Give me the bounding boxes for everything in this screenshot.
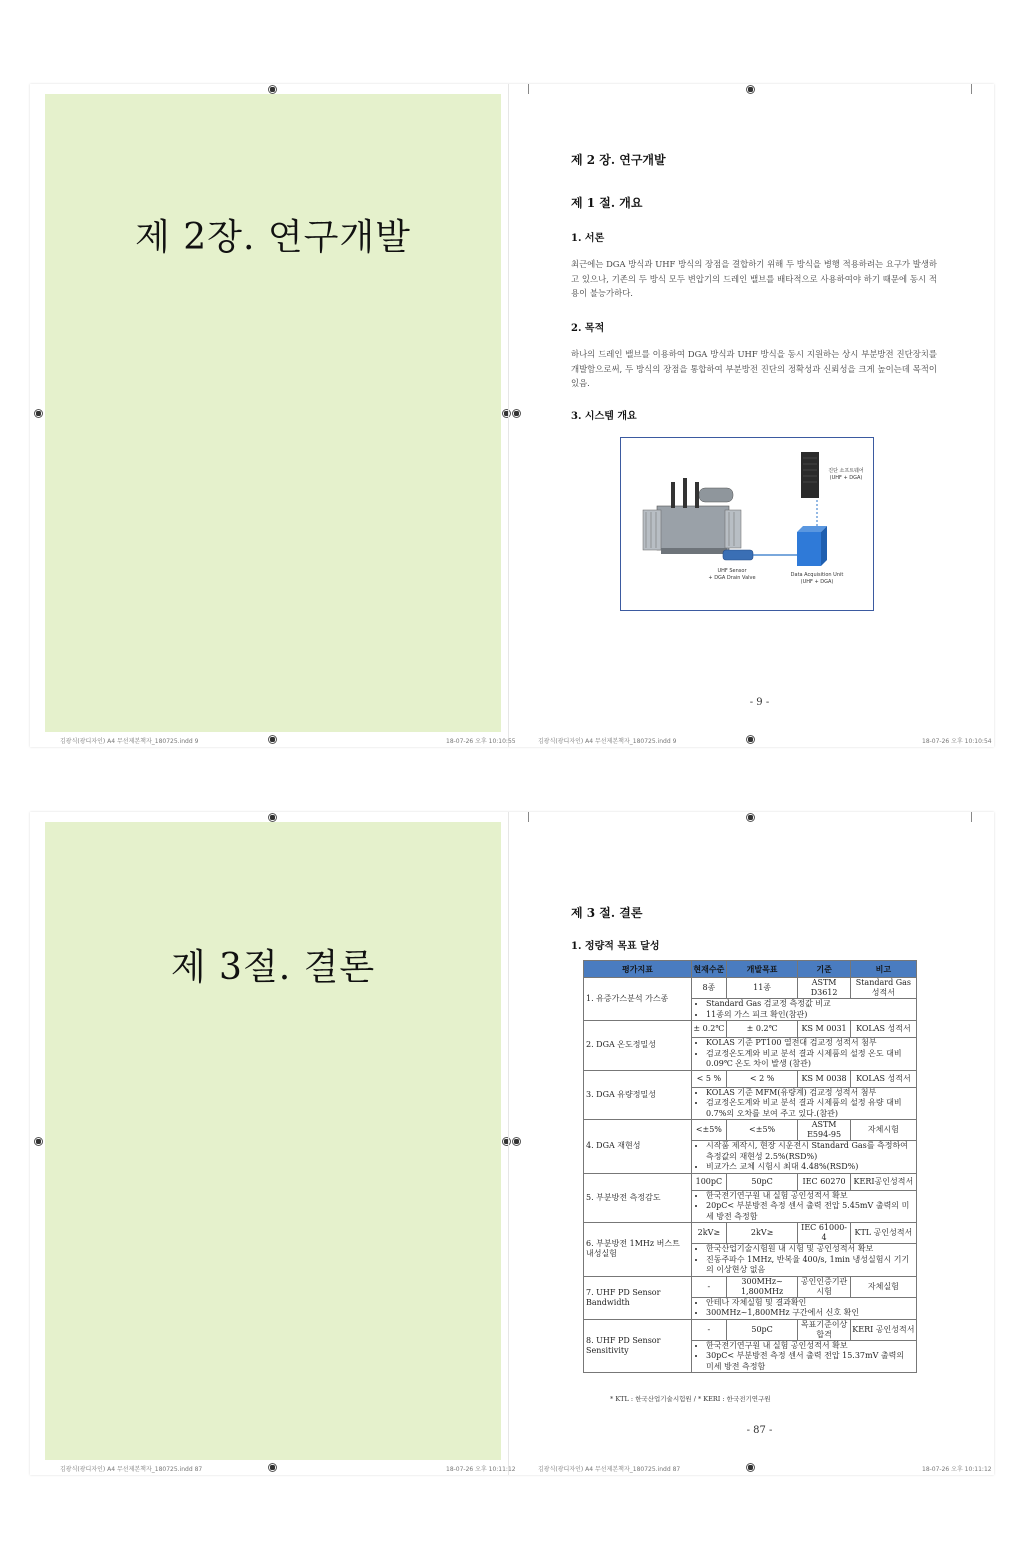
sensor-label-line: UHF Sensor [717, 568, 747, 574]
cell-notes [692, 1038, 917, 1071]
sensor-label [697, 568, 767, 582]
header-current: 현재수준 [692, 961, 727, 978]
cell-current: 2kV≥ [692, 1223, 727, 1244]
notes-list [694, 1038, 914, 1070]
registration-mark-icon [268, 85, 277, 94]
spread-page-9 [30, 84, 994, 747]
cell-indicator: 7. UHF PD Sensor Bandwidth [584, 1276, 692, 1319]
cell-target: <±5% [726, 1120, 798, 1141]
cell-current: - [692, 1319, 727, 1340]
registration-mark-icon [746, 813, 755, 822]
note-item: • 검교정온도계와 비교 분석 결과 시제품의 설정 온도 대비 0.09℃ 온도 차이 발생 (참관) [706, 1049, 914, 1070]
goal-table-wrapper [583, 960, 917, 1373]
notes-list [694, 1298, 914, 1319]
note-item: • 300MHz~1,800MHz 구간에서 신호 확인 [706, 1308, 914, 1319]
registration-mark-icon [746, 85, 755, 94]
header-standard: 기준 [798, 961, 850, 978]
subsection-title: 1. 서론 [571, 233, 605, 244]
server-label-line: 진단 소프트웨어 [828, 468, 864, 474]
cell-standard: KS M 0038 [798, 1070, 850, 1087]
cell-current: - [692, 1276, 727, 1297]
chapter-heading: 제 2 장. 연구개발 [571, 153, 666, 167]
registration-mark-icon [512, 409, 521, 418]
note-item: • 안테나 자체실험 및 결과확인 [706, 1298, 914, 1309]
cell-remark: KERI공인성적서 [850, 1173, 916, 1190]
slug-left: 김광식(광디자인) A4 무선제본책자_180725.indd 9 [60, 738, 199, 745]
crop-mark [971, 812, 972, 822]
note-item: • 30pC< 부분방전 측정 센서 출력 전압 15.37mV 출력의 미세 방전 측정함 [706, 1351, 914, 1372]
registration-mark-icon [268, 1463, 277, 1472]
daq-label-line: Data Acquisition Unit [790, 572, 844, 578]
note-item: • 시작품 제작시, 현장 시운전시 Standard Gas를 측정하여 측정값의 재현성 2.5%(RSD%) [706, 1141, 914, 1162]
goal-achievement-table [583, 960, 917, 1373]
cell-target: 50pC [726, 1319, 798, 1340]
cell-notes [692, 1141, 917, 1174]
slug-right: 18-07-26 오후 10:10:55 [446, 738, 516, 745]
gutter [508, 84, 509, 747]
notes-list [694, 1244, 914, 1276]
table-row [584, 1120, 917, 1141]
note-item: • 20pC< 부분방전 측정 센서 출력 전압 5.45mV 출력의 미세 방전 측정함 [706, 1201, 914, 1222]
cell-remark: KTL 공인성적서 [850, 1223, 916, 1244]
cell-current: 8종 [692, 978, 727, 999]
note-item: • Standard Gas 검교정 측정값 비교 [706, 999, 914, 1010]
table-row [584, 1223, 917, 1244]
cell-remark: 자체시험 [850, 1120, 916, 1141]
cell-standard: ASTM E594-95 [798, 1120, 850, 1141]
cell-indicator: 5. 부분방전 측정감도 [584, 1173, 692, 1223]
left-page [45, 822, 501, 1460]
chapter-title: 제 2장. 연구개발 [135, 217, 411, 258]
note-item: • 비교가스 교체 시험시 최대 4.48%(RSD%) [706, 1162, 914, 1173]
subsection-title: 2. 목적 [571, 323, 605, 334]
table-header-row [584, 961, 917, 978]
cell-standard: IEC 61000-4 [798, 1223, 850, 1244]
cell-notes [692, 1087, 917, 1120]
cell-remark: KOLAS 성적서 [850, 1070, 916, 1087]
section-heading: 제 1 절. 개요 [571, 196, 643, 210]
slug-right: 18-07-26 오후 10:10:54 [922, 738, 992, 745]
registration-mark-icon [268, 735, 277, 744]
section-heading: 제 3 절. 결론 [571, 906, 643, 920]
notes-list [694, 1191, 914, 1223]
uhf-sensor-icon [723, 550, 753, 560]
cell-indicator: 6. 부분방전 1MHz 버스트 내성실험 [584, 1223, 692, 1277]
notes-list [694, 1088, 914, 1120]
cell-target: 50pC [726, 1173, 798, 1190]
paragraph: 하나의 드레인 밸브를 이용하여 DGA 방식과 UHF 방식을 동시 지원하는 상시 부분방전 진단장치를 개발함으로써, 두 방식의 장점을 통합하여 부분방전 진단의 정확성과 신뢰성을 크게 높이는데 목적이 있음. [571, 349, 937, 388]
transformer-icon [643, 478, 741, 554]
cell-notes [692, 1190, 917, 1223]
cell-current: <±5% [692, 1120, 727, 1141]
cell-remark: Standard Gas 성적서 [850, 978, 916, 999]
note-item: • 한국산업기술시험원 내 시험 및 공인성적서 확보 [706, 1244, 914, 1255]
system-overview-diagram [620, 437, 874, 611]
notes-list [694, 1341, 914, 1373]
page-number: - 9 - [749, 697, 770, 708]
cell-remark: 자체실험 [850, 1276, 916, 1297]
cell-target: ± 0.2℃ [726, 1021, 798, 1038]
cell-current: < 5 % [692, 1070, 727, 1087]
server-label [821, 468, 871, 482]
table-row [584, 1319, 917, 1340]
table-row [584, 978, 917, 999]
slug-right: 18-07-26 오후 10:11:12 [446, 1466, 516, 1473]
cell-target: 11종 [726, 978, 798, 999]
registration-mark-icon [746, 1463, 755, 1472]
cell-remark: KERI 공인성적서 [850, 1319, 916, 1340]
table-row [584, 1276, 917, 1297]
slug-left: 김광식(광디자인) A4 무선제본책자_180725.indd 87 [538, 1466, 681, 1473]
crop-mark [528, 812, 529, 822]
left-page [45, 94, 501, 732]
cell-notes [692, 1297, 917, 1319]
note-item: • 진동주파수 1MHz, 반복율 400/s, 1min 냉성실험시 기기의 이상현상 없음 [706, 1255, 914, 1276]
note-item: • 한국전기연구원 내 실험 공인성적서 확보 [706, 1341, 914, 1352]
note-item: • 검교정온도계와 비교 분석 결과 시제품의 설정 유량 대비 0.7%의 오차를 보여 주고 있다.(참관) [706, 1098, 914, 1119]
note-item: • KOLAS 기준 MFM(유량계) 검교정 성적서 첨부 [706, 1088, 914, 1099]
header-target: 개발목표 [726, 961, 798, 978]
page-number: - 87 - [746, 1425, 773, 1436]
cell-indicator: 3. DGA 유량정밀성 [584, 1070, 692, 1120]
registration-mark-icon [512, 1137, 521, 1146]
cell-remark: KOLAS 성적서 [850, 1021, 916, 1038]
cell-indicator: 8. UHF PD Sensor Sensitivity [584, 1319, 692, 1373]
note-item: • 11종의 가스 피크 확인(참관) [706, 1010, 914, 1021]
registration-mark-icon [34, 409, 43, 418]
note-item: • 한국전기연구원 내 실험 공인성적서 확보 [706, 1191, 914, 1202]
cell-indicator: 2. DGA 온도정밀성 [584, 1021, 692, 1071]
cell-notes [692, 999, 917, 1021]
paragraph: 최근에는 DGA 방식과 UHF 방식의 장점을 결합하기 위해 두 방식을 병행 적용하려는 요구가 발생하고 있으나, 기존의 두 방식 모두 변압기의 드레인 밸브를 배타적으로 사용하여야 하기 때문에 동시 적용이 불능가하다. [571, 259, 937, 298]
slug-right: 18-07-26 오후 10:11:12 [922, 1466, 992, 1473]
cell-standard: IEC 60270 [798, 1173, 850, 1190]
cell-standard: 목표기준이상 합격 [798, 1319, 850, 1340]
registration-mark-icon [502, 409, 511, 418]
registration-mark-icon [34, 1137, 43, 1146]
slug-left: 김광식(광디자인) A4 무선제본책자_180725.indd 87 [60, 1466, 203, 1473]
crop-mark [971, 84, 972, 94]
daq-label [781, 572, 853, 586]
chapter-title: 제 3절. 결론 [170, 947, 376, 988]
gutter [508, 812, 509, 1475]
cell-current: ± 0.2℃ [692, 1021, 727, 1038]
cell-current: 100pC [692, 1173, 727, 1190]
data-acquisition-unit-icon [797, 526, 827, 566]
table-row [584, 1021, 917, 1038]
table-row [584, 1070, 917, 1087]
right-page [525, 94, 994, 732]
cell-target: < 2 % [726, 1070, 798, 1087]
table-row [584, 1173, 917, 1190]
spread-page-87 [30, 812, 994, 1475]
cell-indicator: 4. DGA 재현성 [584, 1120, 692, 1174]
sensor-label-line: + DGA Drain Valve [708, 575, 756, 581]
cell-target: 2kV≥ [726, 1223, 798, 1244]
cell-indicator: 1. 유증가스분석 가스종 [584, 978, 692, 1021]
cell-notes [692, 1244, 917, 1277]
cell-standard: 공인인증기관 시험 [798, 1276, 850, 1297]
note-item: • KOLAS 기준 PT100 열전대 검교정 성적서 첨부 [706, 1038, 914, 1049]
header-remark: 비고 [850, 961, 916, 978]
notes-list [694, 1141, 914, 1173]
cell-standard: ASTM D3612 [798, 978, 850, 999]
cell-target: 300MHz~ 1,800MHz [726, 1276, 798, 1297]
right-page [525, 822, 994, 1460]
slug-left: 김광식(광디자인) A4 무선제본책자_180725.indd 9 [538, 738, 677, 745]
subsection-title: 1. 정량적 목표 달성 [571, 941, 660, 952]
header-indicator: 평가지표 [584, 961, 692, 978]
server-icon [801, 452, 819, 498]
server-label-line: (UHF + DGA) [829, 475, 863, 481]
registration-mark-icon [746, 735, 755, 744]
daq-label-line: (UHF + DGA) [800, 579, 834, 585]
crop-mark [528, 84, 529, 94]
notes-list [694, 999, 914, 1020]
cell-notes [692, 1340, 917, 1373]
cell-standard: KS M 0031 [798, 1021, 850, 1038]
subsection-title: 3. 시스템 개요 [571, 411, 637, 422]
registration-mark-icon [502, 1137, 511, 1146]
registration-mark-icon [268, 813, 277, 822]
footnote: * KTL : 한국산업기술시험원 / * KERI : 한국전기연구원 [610, 1395, 771, 1403]
